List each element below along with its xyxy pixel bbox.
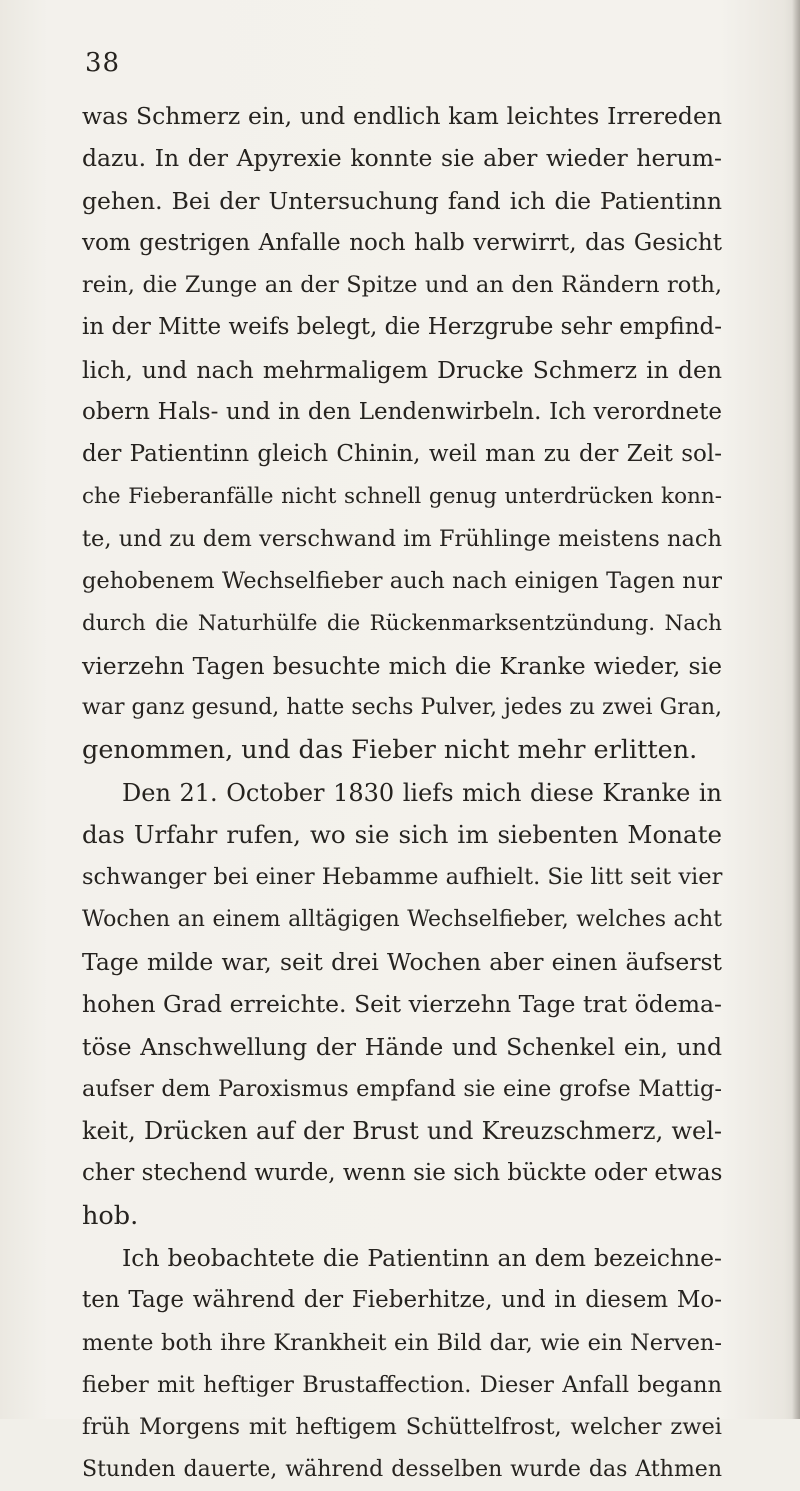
text-line: das Urfahr rufen, wo sie sich im siebenten Monate (82, 820, 722, 850)
text-line: dazu. In der Apyrexie konnte sie aber wieder herum- (82, 144, 722, 173)
text-line: hob. (82, 1200, 139, 1231)
text-line: genommen, und das Fieber nicht mehr erlitten. (82, 735, 698, 766)
text-line: lich, und nach mehrmaligem Drucke Schmerz in den (82, 355, 722, 384)
text-line: te, und zu dem verschwand im Frühlinge meistens nach (82, 525, 722, 552)
text-line: vierzehn Tagen besuchte mich die Kranke wieder, sie (82, 651, 722, 680)
page-edge-shadow (792, 0, 800, 1419)
text-line: Stunden dauerte, während desselben wurde das Athmen (82, 1456, 722, 1482)
text-line: gehobenem Wechselfieber auch nach einigen Tagen nur (82, 568, 722, 595)
text-line: rein, die Zunge an der Spitze und an den Rändern roth, (82, 272, 722, 299)
text-line: obern Hals- und in den Lendenwirbeln. Ich verordnete (82, 399, 722, 426)
text-line: gehen. Bei der Untersuchung fand ich die Patientinn (82, 186, 722, 215)
text-line: töse Anschwellung der Hände und Schenkel ein, und (82, 1032, 722, 1061)
text-line: war ganz gesund, hatte sechs Pulver, jedes zu zwei Gran, (82, 695, 722, 721)
text-line: ten Tage während der Fieberhitze, und in diesem Mo- (82, 1287, 722, 1314)
text-line: Tage milde war, seit drei Wochen aber einen äufserst (82, 947, 722, 976)
text-line: che Fieberanfälle nicht schnell genug unterdrücken konn- (82, 483, 722, 509)
text-line: keit, Drücken auf der Brust und Kreuzschmerz, wel- (82, 1117, 722, 1146)
text-line: Wochen an einem alltägigen Wechselfieber, welches acht (82, 906, 722, 932)
text-line: Den 21. October 1830 liefs mich diese Kranke in (122, 778, 722, 807)
text-line: fieber mit heftiger Brustaffection. Dieser Anfall begann (82, 1371, 722, 1398)
text-line: aufser dem Paroxismus empfand sie eine grofse Mattig- (82, 1075, 722, 1102)
text-line: in der Mitte weifs belegt, die Herzgrube sehr empfind- (82, 314, 722, 341)
text-line: cher stechend wurde, wenn sie sich bückte oder etwas (82, 1160, 723, 1187)
text-line: durch die Naturhülfe die Rückenmarksentzündung. Nach (82, 610, 722, 636)
text-line: was Schmerz ein, und endlich kam leichtes Irrereden (82, 102, 722, 130)
text-line: vom gestrigen Anfalle noch halb verwirrt, das Gesicht (82, 229, 722, 256)
body-text (82, 95, 722, 1491)
text-line: mente both ihre Krankheit ein Bild dar, wie ein Nerven- (82, 1329, 722, 1356)
text-line: schwanger bei einer Hebamme aufhielt. Sie litt seit vier (82, 864, 723, 891)
text-line: früh Morgens mit heftigem Schüttelfrost, welcher zwei (82, 1414, 722, 1441)
page-number: 38 (85, 48, 121, 78)
text-line: hohen Grad erreichte. Seit vierzehn Tage trat ödema- (82, 990, 722, 1019)
text-line: Ich beobachtete die Patientinn an dem bezeichne- (122, 1244, 722, 1273)
text-line: der Patientinn gleich Chinin, weil man zu der Zeit sol- (82, 441, 722, 468)
